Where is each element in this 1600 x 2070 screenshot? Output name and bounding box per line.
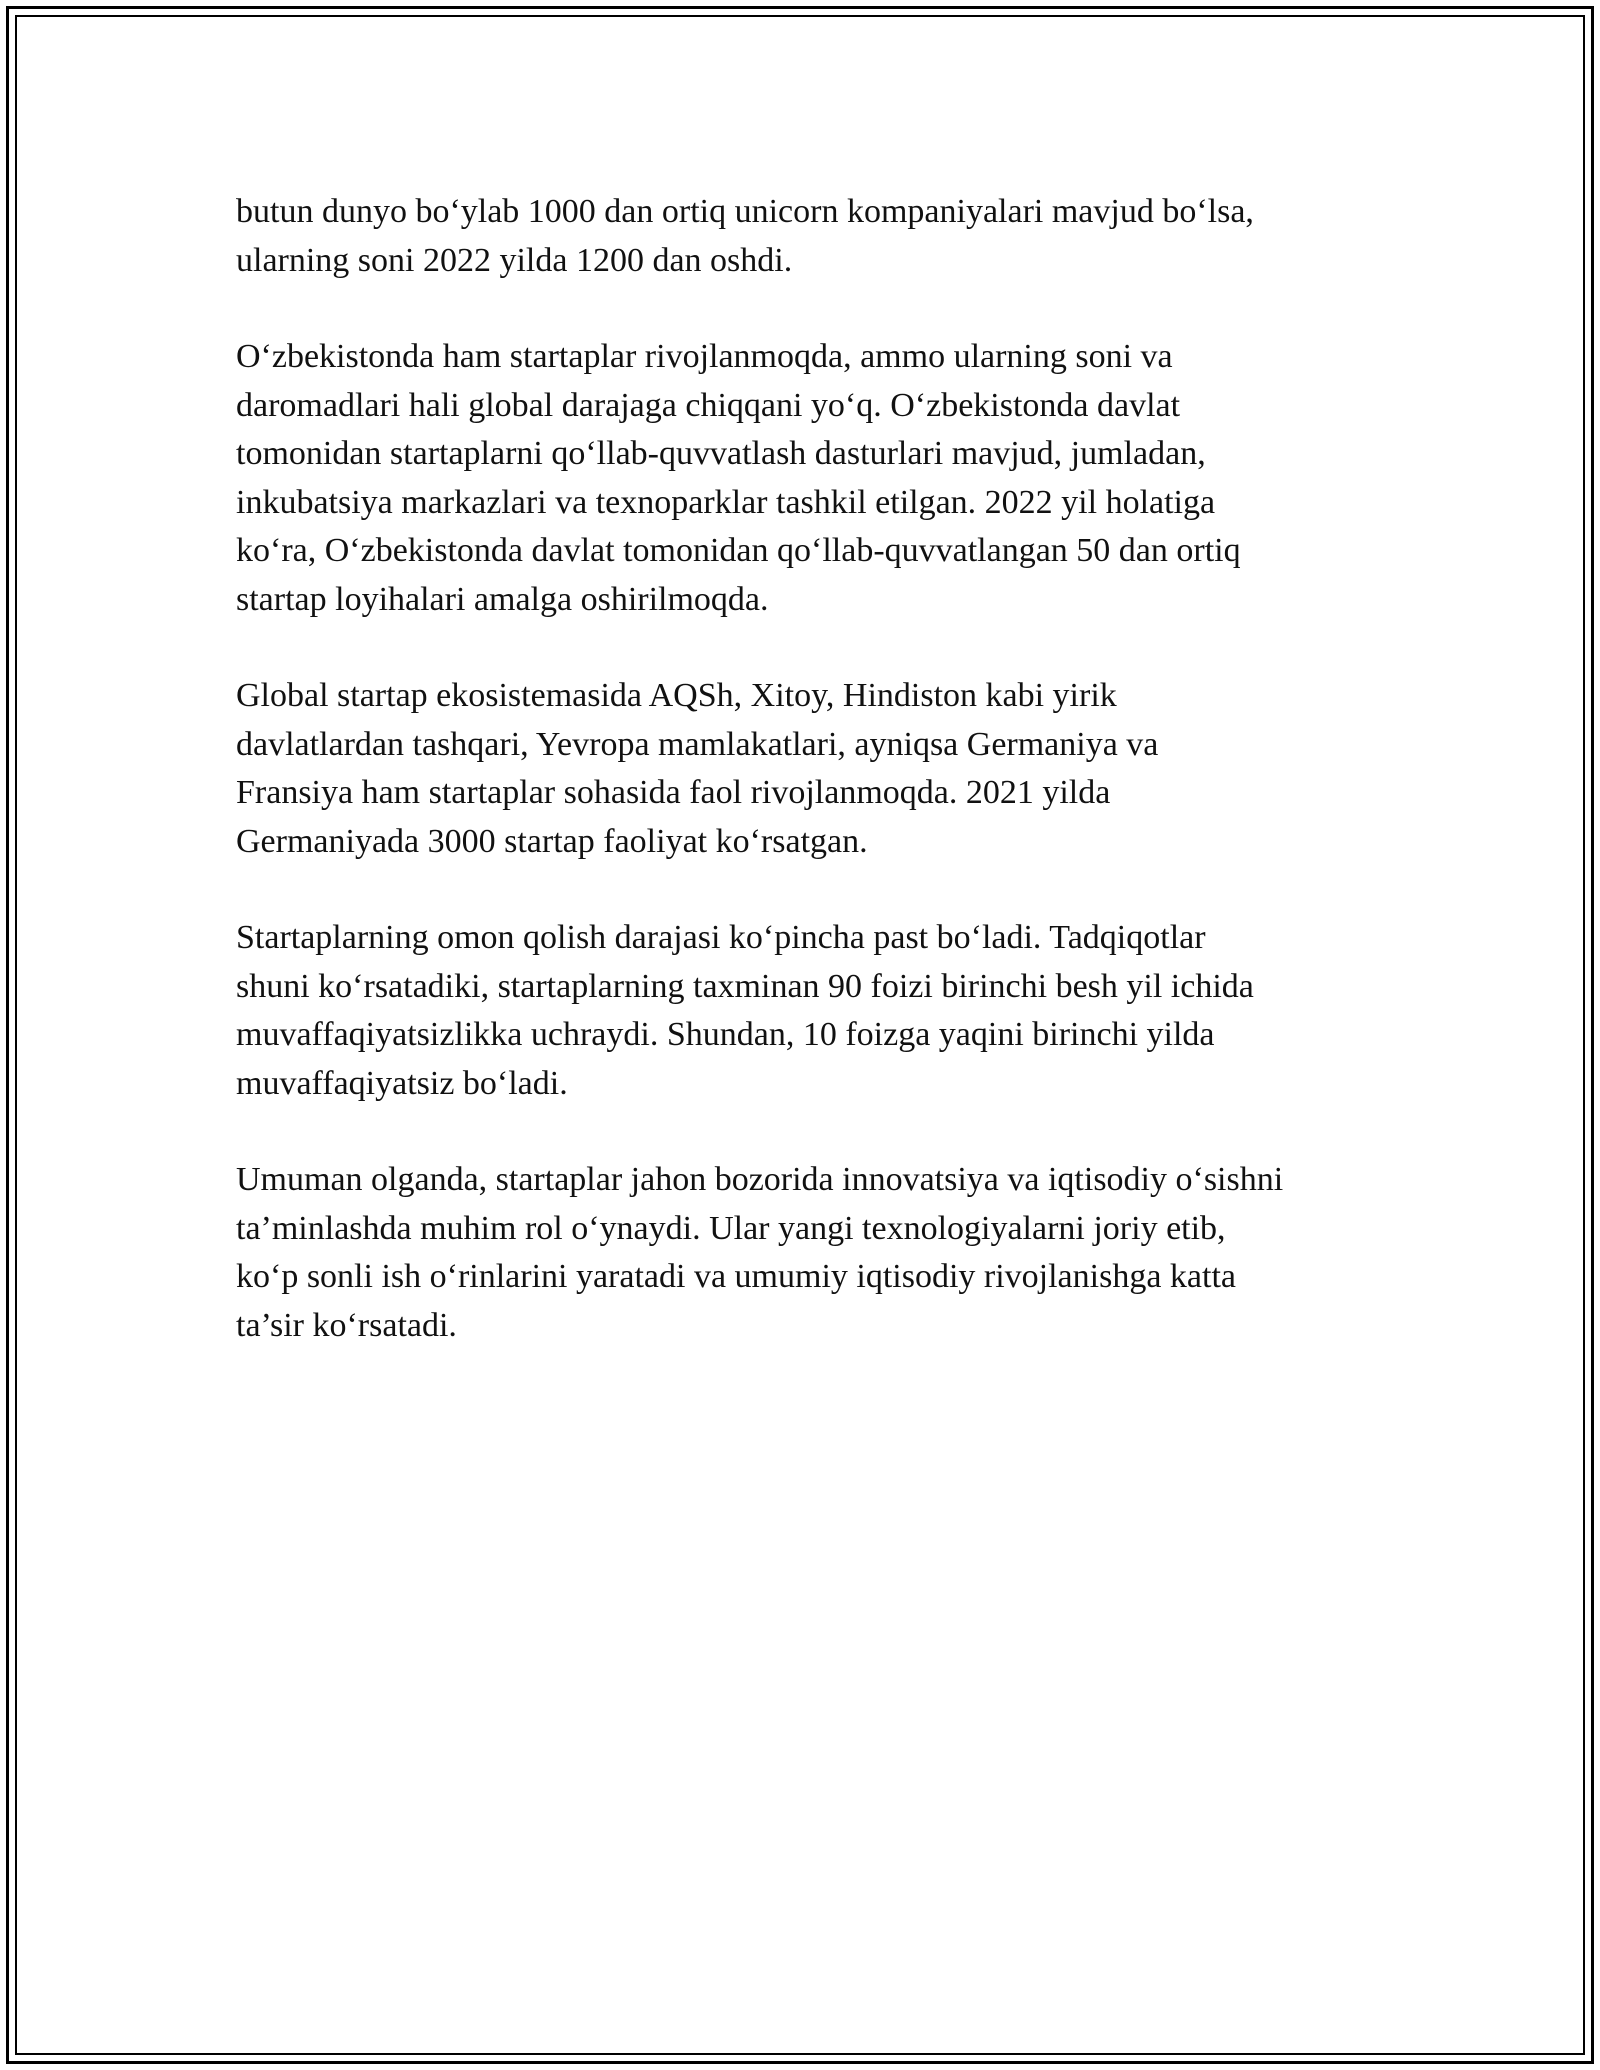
text-line: shuni ko‘rsatadiki, startaplarning taxminan 90 foizi birinchi besh yil ichida <box>236 967 1254 1005</box>
text-line: Umuman olganda, startaplar jahon bozorida innovatsiya va iqtisodiy o‘sishni <box>236 1161 1284 1198</box>
text-line: ko‘ra, O‘zbekistonda davlat tomonidan qo‘llab-quvvatlangan 50 dan ortiq <box>236 532 1241 569</box>
text-line: Germaniyada 3000 startap faoliyat ko‘rsatgan. <box>236 822 868 860</box>
text-line: ularning soni 2022 yilda 1200 dan oshdi. <box>236 241 793 279</box>
text-line: ta’sir ko‘rsatadi. <box>236 1306 457 1344</box>
document-body <box>236 188 1376 1398</box>
paragraph-3 <box>236 672 1376 866</box>
paragraph-4 <box>236 914 1376 1108</box>
text-line: Fransiya ham startaplar sohasida faol rivojlanmoqda. 2021 yilda <box>236 774 1111 811</box>
text-line: inkubatsiya markazlari va texnoparklar tashkil etilgan. 2022 yil holatiga <box>236 483 1216 521</box>
text-line: butun dunyo bo‘ylab 1000 dan ortiq unicorn kompaniyalari mavjud bo‘lsa, <box>236 193 1254 230</box>
text-line: startap loyihalari amalga oshirilmoqda. <box>236 580 769 618</box>
text-line: tomonidan startaplarni qo‘llab-quvvatlash dasturlari mavjud, jumladan, <box>236 435 1206 472</box>
text-line: Startaplarning omon qolish darajasi ko‘pincha past bo‘ladi. Tadqiqotlar <box>236 919 1206 956</box>
paragraph-5 <box>236 1156 1376 1350</box>
text-line: O‘zbekistonda ham startaplar rivojlanmoqda, ammo ularning soni va <box>236 338 1173 375</box>
text-line: daromadlari hali global darajaga chiqqani yo‘q. O‘zbekistonda davlat <box>236 386 1181 424</box>
text-line: ko‘p sonli ish o‘rinlarini yaratadi va umumiy iqtisodiy rivojlanishga katta <box>236 1258 1236 1295</box>
text-line: muvaffaqiyatsiz bo‘ladi. <box>236 1064 568 1102</box>
text-line: muvaffaqiyatsizlikka uchraydi. Shundan, 10 foizga yaqini birinchi yilda <box>236 1016 1215 1053</box>
text-line: ta’minlashda muhim rol o‘ynaydi. Ular yangi texnologiyalarni joriy etib, <box>236 1209 1226 1247</box>
text-line: davlatlardan tashqari, Yevropa mamlakatlari, ayniqsa Germaniya va <box>236 725 1159 763</box>
text-line: Global startap ekosistemasida AQSh, Xitoy, Hindiston kabi yirik <box>236 677 1117 714</box>
paragraph-2 <box>236 333 1376 624</box>
paragraph-1 <box>236 188 1376 285</box>
